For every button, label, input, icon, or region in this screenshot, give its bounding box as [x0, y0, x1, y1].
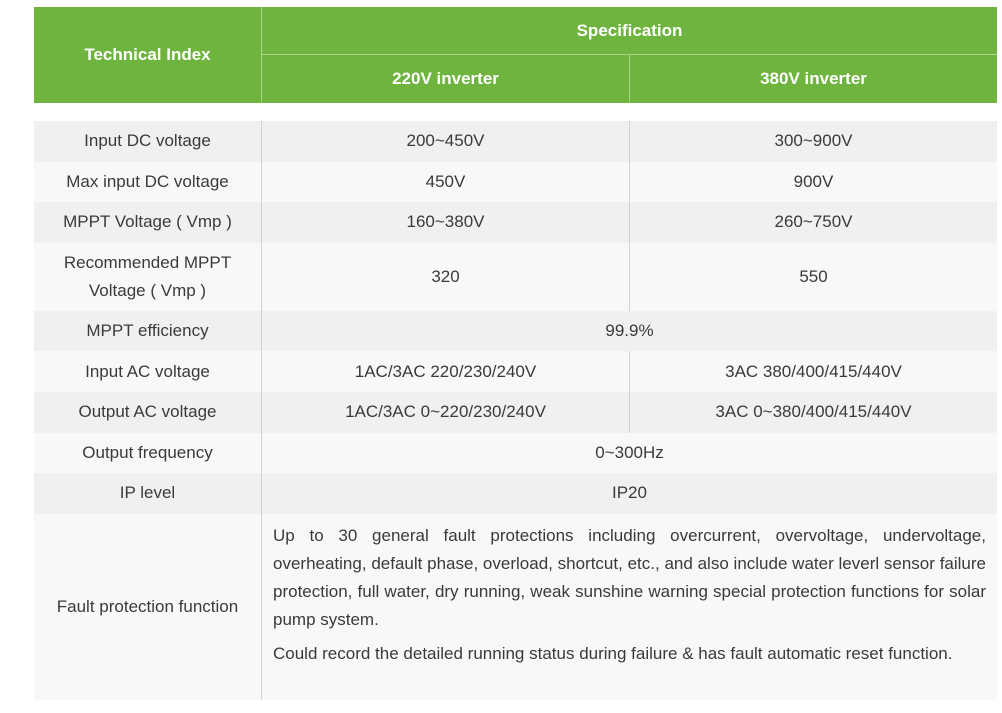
table-row: [34, 162, 997, 203]
fault-description: [262, 514, 997, 700]
header-220v-inverter: 220V inverter: [262, 55, 630, 103]
table-row-fault-protection: [34, 514, 997, 700]
table-header: [34, 7, 997, 103]
row-value-both: 0~300Hz: [595, 442, 664, 462]
row-value-380v: 3AC 380/400/415/440V: [725, 361, 902, 381]
row-value-220v: 160~380V: [262, 202, 630, 243]
row-value-both: 99.9%: [605, 321, 654, 341]
row-value-both: IP20: [612, 483, 647, 503]
row-value-220v: 200~450V: [262, 121, 630, 162]
row-label: Output AC voltage: [34, 392, 262, 433]
row-label: MPPT efficiency: [34, 311, 262, 352]
row-label: Recommended MPPT Voltage ( Vmp ): [34, 243, 262, 311]
table-row: [34, 351, 997, 392]
header-technical-index: Technical Index: [34, 7, 262, 103]
table-row: [34, 202, 997, 243]
table-row: [34, 121, 997, 162]
row-value-380v: 900V: [793, 171, 834, 191]
row-label: IP level: [34, 473, 262, 514]
table-row: [34, 473, 997, 514]
fault-description-paragraph: Could record the detailed running status during failure & has fault automatic reset function.: [273, 643, 953, 663]
row-value-380v: 300~900V: [774, 131, 853, 151]
spec-table: [34, 7, 997, 700]
table-row: [34, 433, 997, 474]
row-value-220v: 1AC/3AC 0~220/230/240V: [262, 392, 630, 433]
row-label: Fault protection function: [34, 514, 262, 700]
header-gap: [34, 103, 997, 121]
row-label: Input AC voltage: [34, 351, 262, 392]
table-row: [34, 311, 997, 352]
header-380v-inverter: 380V inverter: [760, 69, 867, 88]
table-row: [34, 243, 997, 311]
row-label: Max input DC voltage: [34, 162, 262, 203]
row-value-220v: 320: [262, 243, 630, 311]
row-value-220v: 450V: [262, 162, 630, 203]
row-value-380v: 260~750V: [774, 212, 853, 232]
row-label: Output frequency: [34, 433, 262, 474]
row-label: Input DC voltage: [34, 121, 262, 162]
row-value-380v: 550: [799, 266, 828, 286]
row-label: MPPT Voltage ( Vmp ): [34, 202, 262, 243]
table-row: [34, 392, 997, 433]
row-value-220v: 1AC/3AC 220/230/240V: [262, 351, 630, 392]
fault-description-paragraph: Up to 30 general fault protections including overcurrent, overvoltage, undervoltage, overheating, default phase, overload, shortcut, etc., and also include water leverl sensor failure protection, full water, dry running, weak sunshine warning special protection functions for solar pump system.: [273, 525, 986, 629]
header-specification: Specification: [262, 7, 997, 55]
row-value-380v: 3AC 0~380/400/415/440V: [715, 402, 912, 422]
